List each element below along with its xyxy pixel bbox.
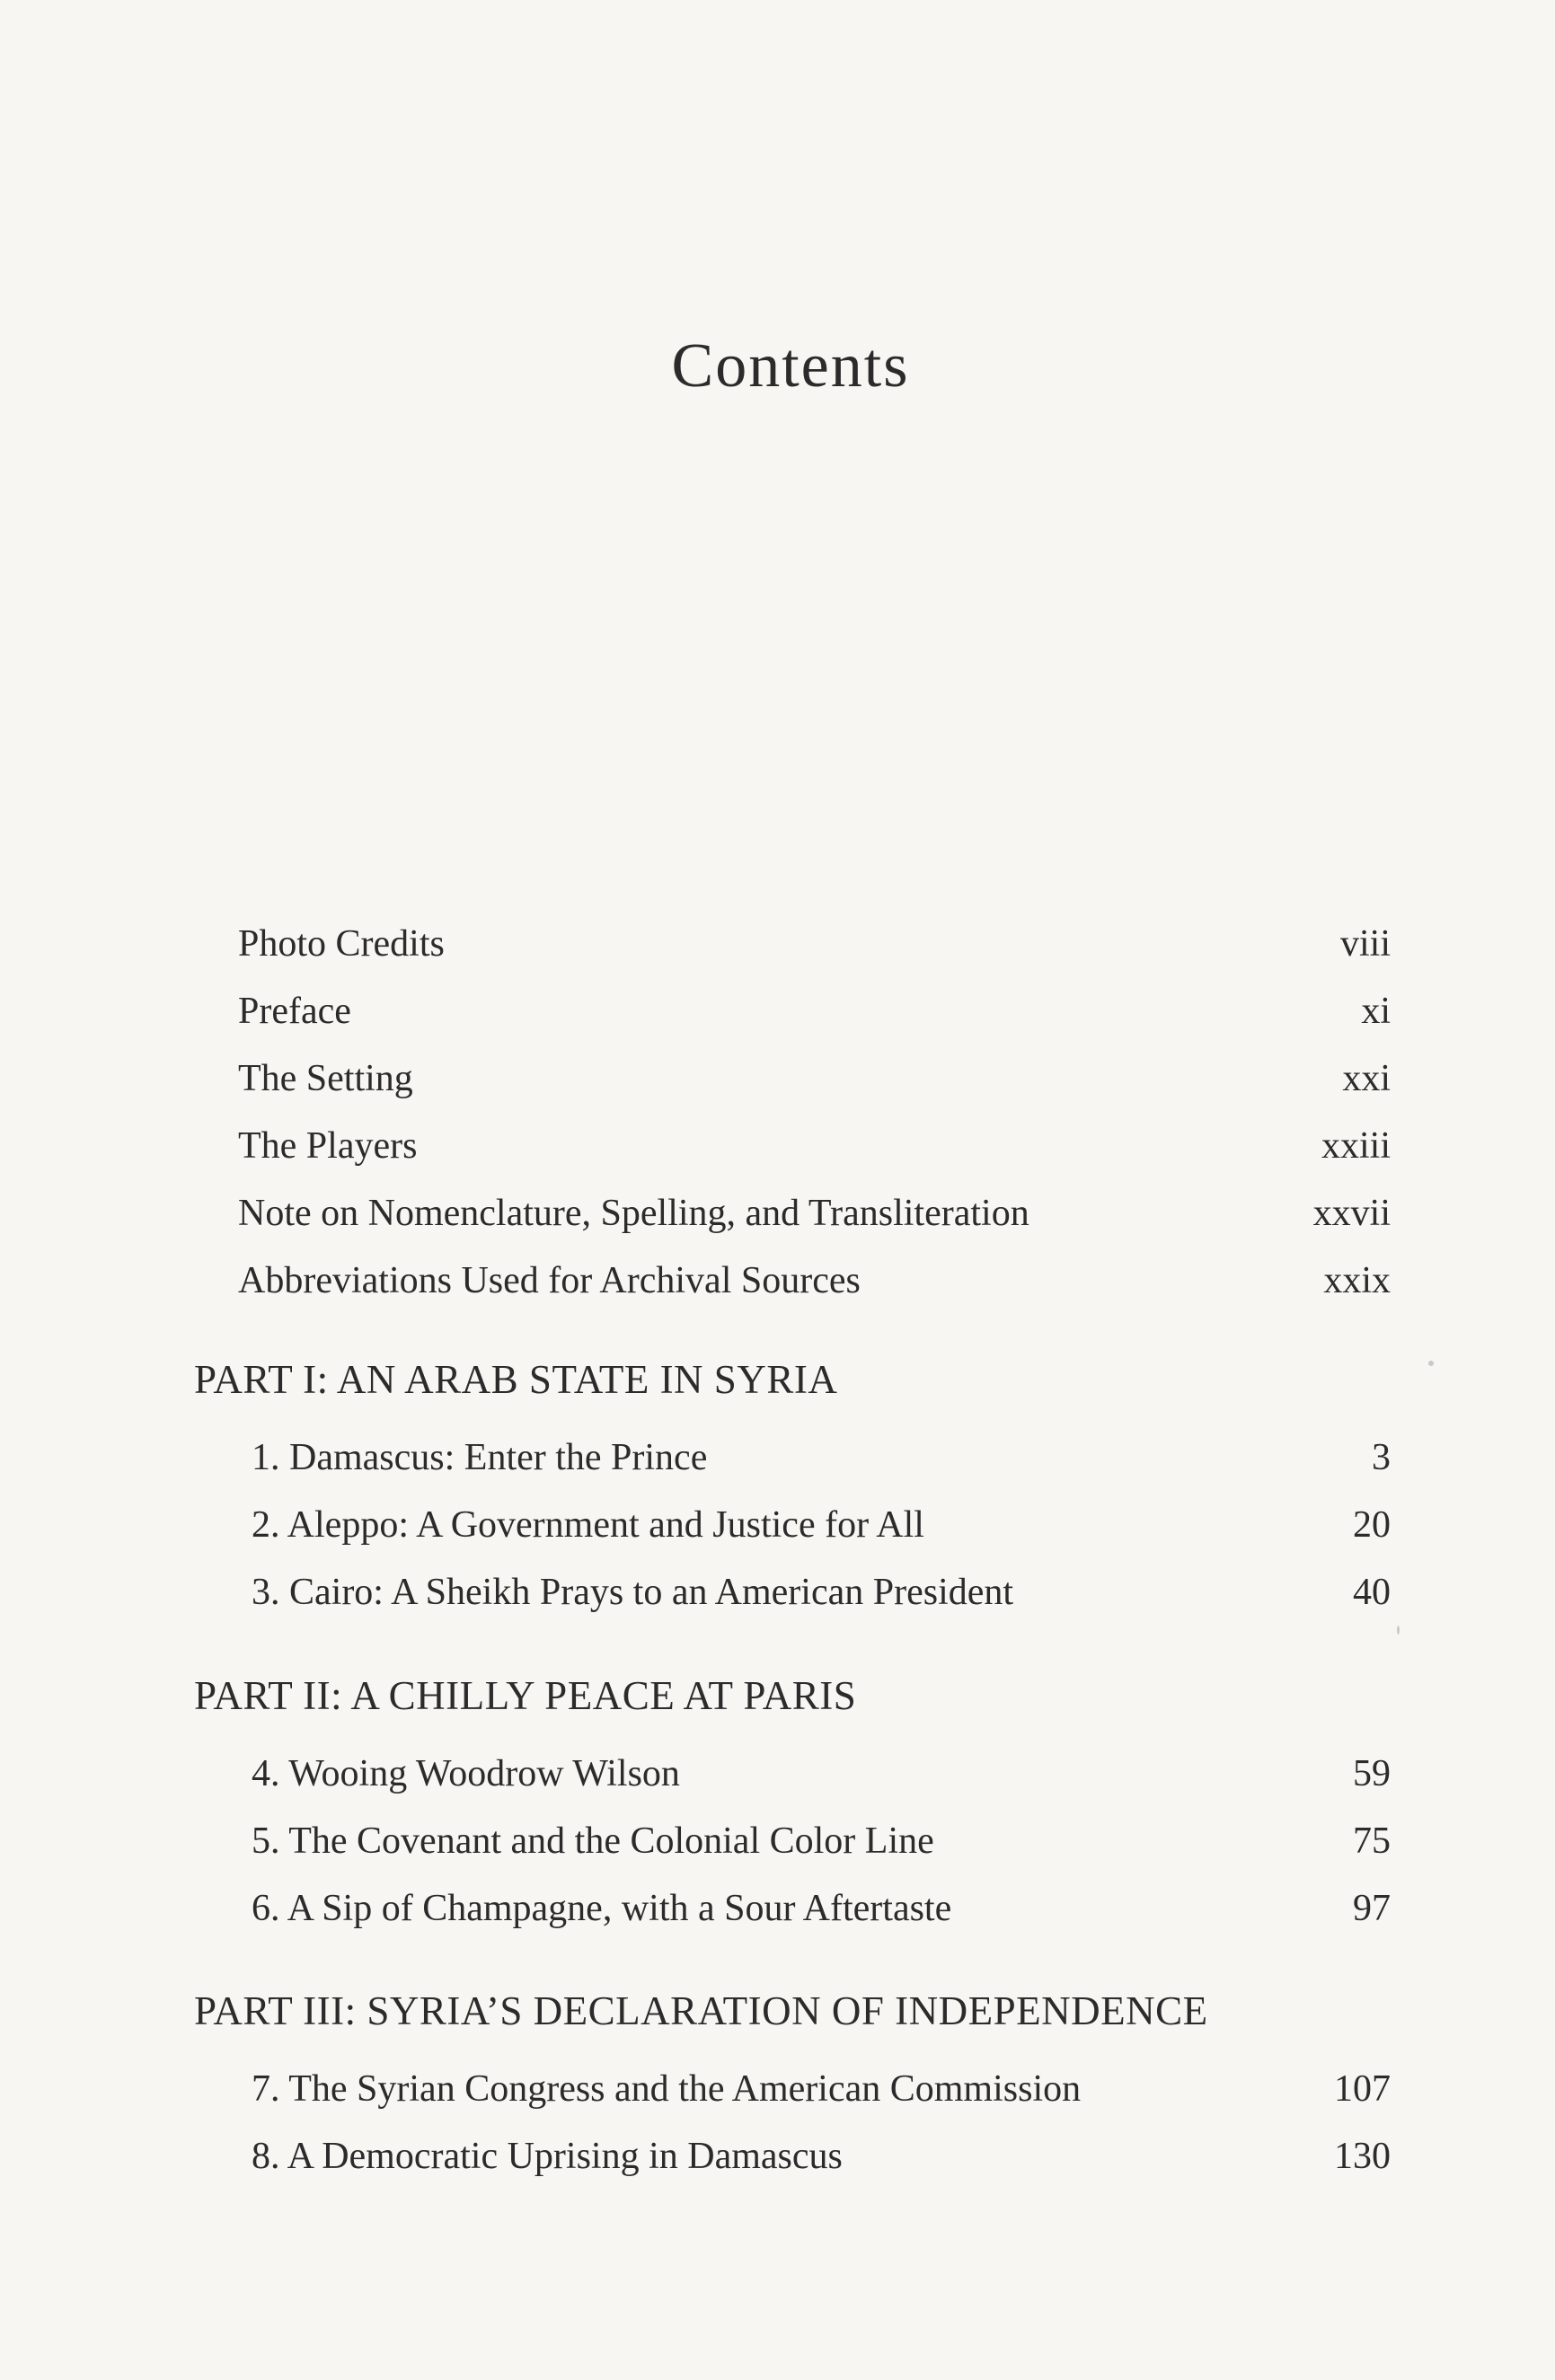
toc-entry-label: Abbreviations Used for Archival Sources xyxy=(238,1260,861,1301)
part-heading: PART I: AN ARAB STATE IN SYRIA xyxy=(194,1357,838,1402)
toc-entry-label: 5. The Covenant and the Colonial Color Line xyxy=(252,1820,934,1862)
toc-entry-label: 8. A Democratic Uprising in Damascus xyxy=(252,2136,843,2177)
scan-speck xyxy=(1397,1626,1400,1635)
page-title: Contents xyxy=(671,331,910,401)
scan-speck xyxy=(1428,1361,1434,1366)
toc-page-number: 40 xyxy=(1353,1572,1391,1613)
part-heading: PART II: A CHILLY PEACE AT PARIS xyxy=(194,1673,857,1718)
toc-page-number: 107 xyxy=(1334,2068,1391,2110)
toc-entry-label: Photo Credits xyxy=(238,923,445,965)
toc-page-number: xxiii xyxy=(1321,1125,1391,1167)
toc-page-number: 130 xyxy=(1334,2136,1391,2177)
toc-entry-label: The Setting xyxy=(238,1058,413,1099)
toc-page-number: 59 xyxy=(1353,1753,1391,1794)
toc-entry-label: 4. Wooing Woodrow Wilson xyxy=(252,1753,680,1794)
toc-entry-label: Preface xyxy=(238,991,351,1032)
toc-page-number: 3 xyxy=(1372,1437,1391,1478)
toc-entry-label: The Players xyxy=(238,1125,418,1167)
toc-entry-label: 7. The Syrian Congress and the American Commission xyxy=(252,2068,1082,2110)
toc-page-number: 20 xyxy=(1353,1504,1391,1546)
toc-page-number: viii xyxy=(1339,923,1391,965)
toc-entry-label: 2. Aleppo: A Government and Justice for All xyxy=(252,1504,924,1546)
toc-entry-label: 1. Damascus: Enter the Prince xyxy=(252,1437,708,1478)
toc-entry-label: 3. Cairo: A Sheikh Prays to an American President xyxy=(252,1572,1014,1613)
toc-page-number: xxix xyxy=(1323,1260,1391,1301)
toc-page-number: 97 xyxy=(1353,1888,1391,1929)
part-heading: PART III: SYRIA’S DECLARATION OF INDEPENDENCE xyxy=(194,1988,1208,2033)
toc-entry-label: Note on Nomenclature, Spelling, and Transliteration xyxy=(238,1193,1029,1234)
toc-page-number: 75 xyxy=(1353,1820,1391,1862)
toc-page-number: xxi xyxy=(1342,1058,1391,1099)
toc-entry-label: 6. A Sip of Champagne, with a Sour Aftertaste xyxy=(252,1888,952,1929)
toc-page-number: xxvii xyxy=(1312,1193,1391,1234)
toc-page-number: xi xyxy=(1361,991,1391,1032)
